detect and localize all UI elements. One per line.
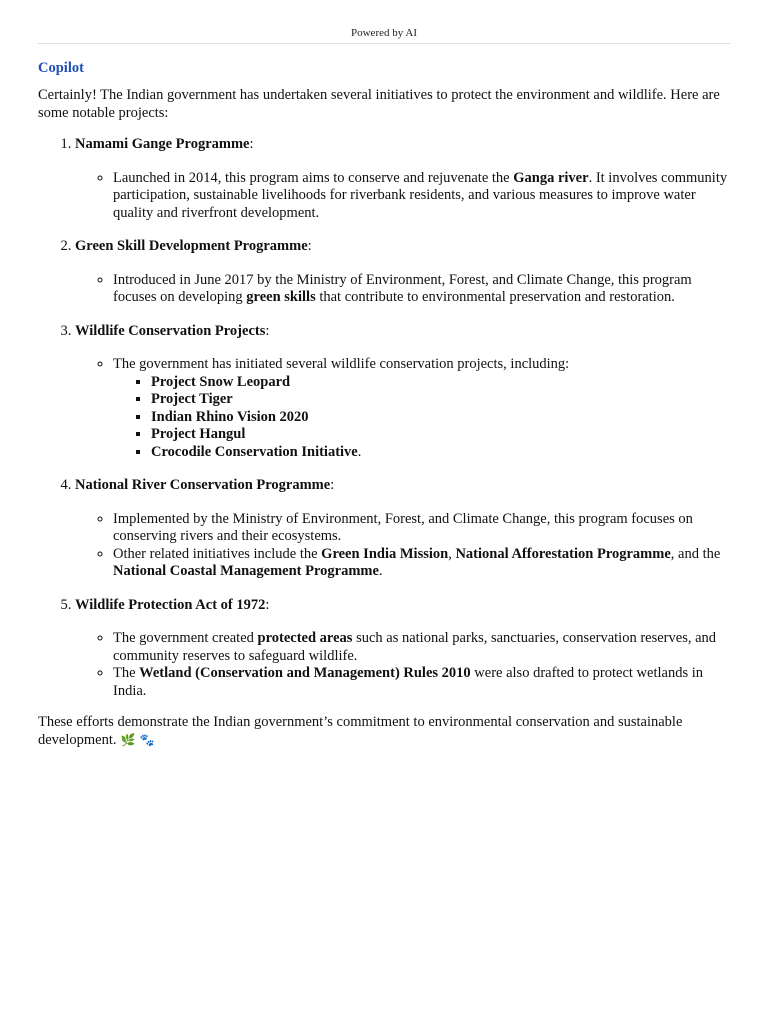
bullet-text: .: [378, 563, 383, 579]
bullet-text: The government created: [113, 630, 258, 646]
project-item: [151, 374, 730, 392]
list-item: 1. Namami Gange Programme: ◦ Launched in 2014, this program aims to conserve and rejuvenate the Ganga river. It involves community participation, sustainable livelihoods for riverbank residents, and various measures to improve water quality and riverfront development.: [75, 136, 730, 222]
sub-list-item: [113, 546, 730, 581]
bullet-bold-text: National Afforestation Programme: [455, 545, 671, 562]
item-title: Wildlife Protection Act of 1972: [75, 596, 266, 613]
sub-list: [75, 272, 730, 307]
project-name: Project Snow Leopard: [151, 373, 291, 390]
sub-list-item: [113, 665, 730, 700]
sub-list: [75, 356, 730, 461]
sub-list-item: [113, 170, 730, 223]
item-title: Wildlife Conservation Projects: [75, 322, 266, 339]
list-item: 4. National River Conservation Programme: ◦ Implemented by the Ministry of Environment, Forest, and Climate Change, this program focuses on conserving rivers and their ecosystems. ◦ Other related initiatives include the Green India Mission, National Afforestation Programme, and the National Coastal Management Programme.: [75, 477, 730, 581]
bullet-text: were also drafted to protect wetlands in India.: [113, 665, 703, 699]
projects-list: [113, 374, 730, 462]
sub-list: [75, 170, 730, 223]
item-title: Namami Gange Programme: [75, 136, 250, 152]
bullet-text: ,: [448, 545, 456, 562]
project-name: Project Tiger: [151, 391, 233, 407]
assistant-name: Copilot: [38, 60, 84, 76]
powered-by-header: [38, 0, 730, 44]
bullet-bold-text: Wetland (Conservation and Management) Rules 2010: [139, 665, 471, 681]
list-item: 3. Wildlife Conservation Projects: ◦ The government has initiated several wildlife conservation projects, including: ▪ Project Snow Leopard ▪ Project Tiger ▪ Indian Rhino Vision 2020 ▪ Project Hangul ▪ Crocodile Conservation Initiative.: [75, 323, 730, 462]
project-name: Crocodile Conservation Initiative: [151, 443, 358, 460]
initiatives-list: [38, 136, 730, 700]
bullet-text: Other related initiatives include the: [113, 545, 322, 562]
bullet-text: , and the: [670, 545, 721, 562]
leaf-icon: 🌿: [120, 732, 136, 747]
bullet-text: The government has initiated several wildlife conservation projects, including:: [113, 356, 570, 372]
project-item: [151, 391, 730, 409]
bullet-text: Introduced in June 2017 by the Ministry of Environment, Forest, and Climate Change, this program focuses on developing: [113, 271, 692, 305]
conclusion-text: These efforts demonstrate the Indian government’s commitment to environmental conservation and sustainable development.: [38, 714, 683, 748]
sub-list: [75, 630, 730, 700]
bullet-text: . It involves community participation, sustainable livelihoods for riverbank residents, and various measures to improve water quality and riverfront development.: [113, 169, 728, 221]
bullet-text: .: [357, 443, 362, 460]
project-item: [151, 426, 730, 444]
bullet-bold-text: Green India Mission: [321, 545, 449, 562]
response-page: [38, 0, 730, 749]
sub-list-item: [113, 356, 730, 461]
powered-by-label: Powered by AI: [351, 27, 417, 39]
list-item: 5. Wildlife Protection Act of 1972: ◦ The government created protected areas such as national parks, sanctuaries, conservation reserves, and community reserves to safeguard wildlife. ◦ The Wetland (Conservation and Management) Rules 2010 were also drafted to protect wetlands in India.: [75, 597, 730, 701]
bullet-text: Launched in 2014, this program aims to conserve and rejuvenate the: [113, 169, 514, 186]
sub-list-item: [113, 272, 730, 307]
sub-list-item: [113, 630, 730, 665]
item-title: Green Skill Development Programme: [75, 238, 308, 254]
sub-list-item: [113, 511, 730, 546]
intro-paragraph: Certainly! The Indian government has undertaken several initiatives to protect the environment and wildlife. Here are some notable projects:: [38, 87, 720, 121]
bullet-bold-text: Ganga river: [513, 169, 589, 186]
project-item: [151, 409, 730, 427]
list-item: 2. Green Skill Development Programme: ◦ Introduced in June 2017 by the Ministry of Environment, Forest, and Climate Change, this program focuses on developing green skills that contribute to environmental preservation and restoration.: [75, 238, 730, 307]
bullet-text: such as national parks, sanctuaries, conservation reserves, and community reserves to safeguard wildlife.: [113, 630, 717, 664]
bullet-text: that contribute to environmental preservation and restoration.: [315, 289, 675, 305]
conclusion-paragraph: [38, 714, 730, 749]
bullet-bold-text: National Coastal Management Programme: [113, 563, 379, 579]
bullet-bold-text: green skills: [246, 289, 316, 305]
bullet-bold-text: protected areas: [257, 630, 353, 646]
project-name: Indian Rhino Vision 2020: [151, 408, 309, 425]
project-name: Project Hangul: [151, 426, 246, 442]
bullet-text: The: [113, 665, 140, 681]
sub-list: [75, 511, 730, 581]
bullet-text: Implemented by the Ministry of Environment, Forest, and Climate Change, this program focuses on conserving rivers and their ecosystems.: [113, 510, 693, 544]
paw-icon: 🐾: [139, 732, 155, 747]
project-item: [151, 444, 730, 462]
item-title: National River Conservation Programme: [75, 477, 331, 493]
